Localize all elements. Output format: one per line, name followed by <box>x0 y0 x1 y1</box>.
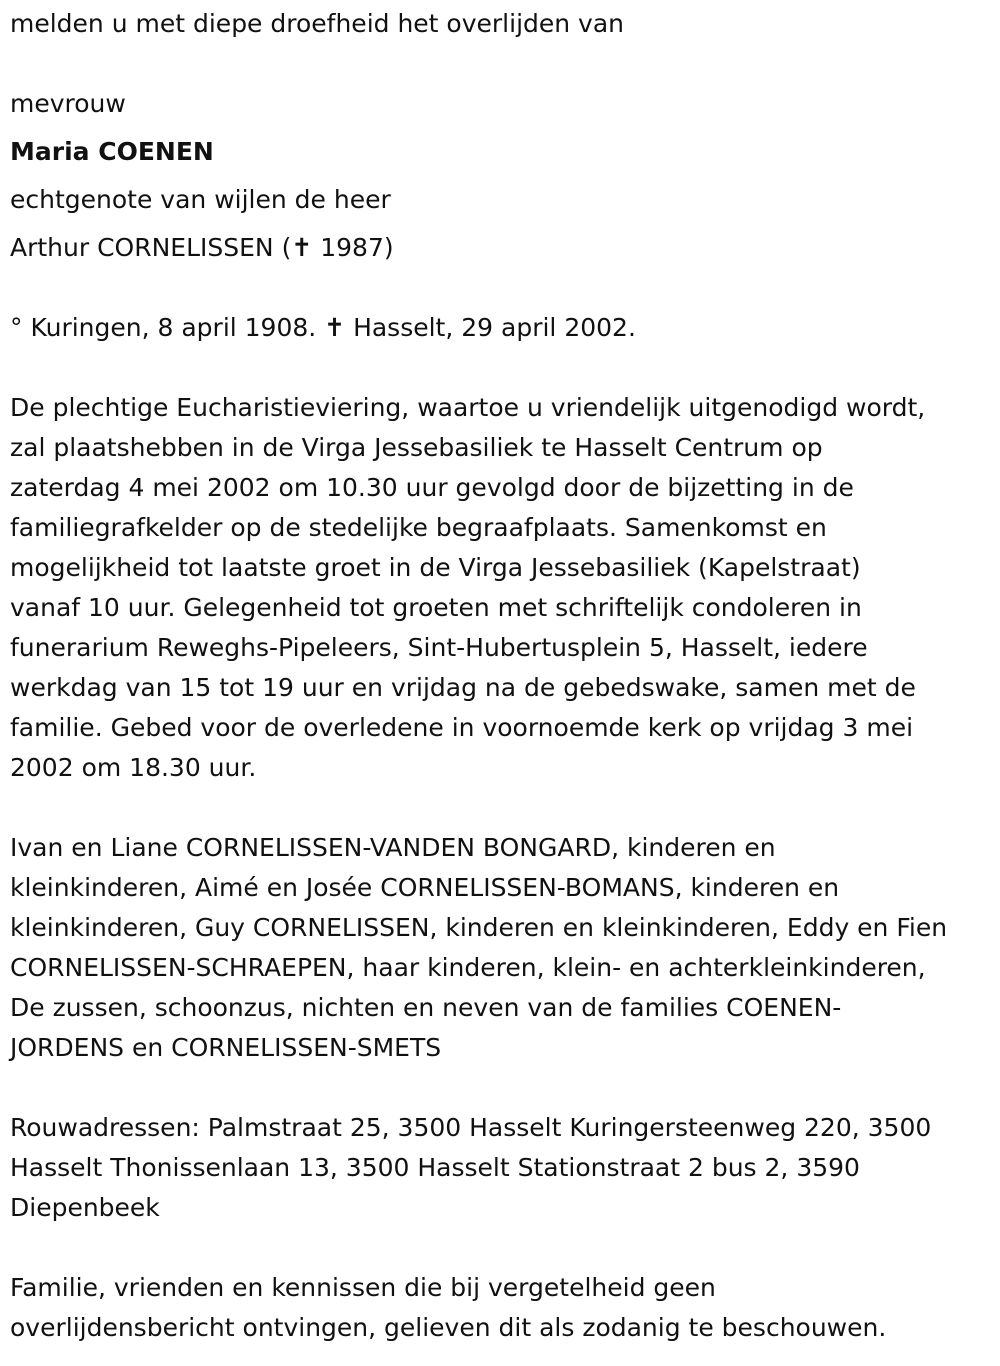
ceremony-line: zaterdag 4 mei 2002 om 10.30 uur gevolgd door de bijzetting in de <box>10 473 854 502</box>
address-line: Rouwadressen: Palmstraat 25, 3500 Hasselt Kuringersteenweg 220, 3500 <box>10 1113 932 1142</box>
address-paragraph <box>10 1108 990 1228</box>
title-text: mevrouw <box>10 89 126 118</box>
ceremony-line: familie. Gebed voor de overledene in voornoemde kerk op vrijdag 3 mei <box>10 713 914 742</box>
ceremony-line: zal plaatshebben in de Virga Jessebasiliek te Hasselt Centrum op <box>10 433 823 462</box>
notice-header <box>10 4 990 348</box>
ceremony-line: De plechtige Eucharistieviering, waartoe u vriendelijk uitgenodigd wordt, <box>10 393 926 422</box>
spacer <box>10 1228 990 1268</box>
ceremony-paragraph <box>10 388 990 788</box>
closing-paragraph <box>10 1268 990 1348</box>
spacer <box>10 348 990 388</box>
ceremony-line: 2002 om 18.30 uur. <box>10 753 257 782</box>
family-line: Ivan en Liane CORNELISSEN-VANDEN BONGARD, kinderen en <box>10 833 776 862</box>
spacer <box>10 268 990 308</box>
family-line: CORNELISSEN-SCHRAEPEN, haar kinderen, klein- en achterkleinkinderen, <box>10 953 926 982</box>
address-line: Diepenbeek <box>10 1193 160 1222</box>
ceremony-line: mogelijkheid tot laatste groet in de Virga Jessebasiliek (Kapelstraat) <box>10 553 861 582</box>
family-paragraph <box>10 828 990 1068</box>
spacer <box>10 1068 990 1108</box>
spacer <box>10 44 990 84</box>
ceremony-line: funerarium Reweghs-Pipeleers, Sint-Hubertusplein 5, Hasselt, iedere <box>10 633 868 662</box>
intro-text: melden u met diepe droefheid het overlijden van <box>10 9 625 38</box>
family-line: JORDENS en CORNELISSEN-SMETS <box>10 1033 442 1062</box>
deceased-name: Maria COENEN <box>10 137 214 166</box>
closing-line: Familie, vrienden en kennissen die bij vergetelheid geen <box>10 1273 716 1302</box>
spouse-text: Arthur CORNELISSEN (✝ 1987) <box>10 233 394 262</box>
ceremony-line: werkdag van 15 tot 19 uur en vrijdag na de gebedswake, samen met de <box>10 673 916 702</box>
family-line: De zussen, schoonzus, nichten en neven van de families COENEN- <box>10 993 842 1022</box>
death-notice-document <box>10 4 990 1348</box>
address-line: Hasselt Thonissenlaan 13, 3500 Hasselt Stationstraat 2 bus 2, 3590 <box>10 1153 860 1182</box>
ceremony-line: vanaf 10 uur. Gelegenheid tot groeten met schriftelijk condoleren in <box>10 593 862 622</box>
closing-line: overlijdensbericht ontvingen, gelieven dit als zodanig te beschouwen. <box>10 1313 887 1342</box>
relation-text: echtgenote van wijlen de heer <box>10 185 391 214</box>
ceremony-line: familiegrafkelder op de stedelijke begraafplaats. Samenkomst en <box>10 513 827 542</box>
family-line: kleinkinderen, Aimé en Josée CORNELISSEN-BOMANS, kinderen en <box>10 873 840 902</box>
spacer <box>10 788 990 828</box>
family-line: kleinkinderen, Guy CORNELISSEN, kinderen en kleinkinderen, Eddy en Fien <box>10 913 948 942</box>
birth-death-text: ° Kuringen, 8 april 1908. ✝ Hasselt, 29 april 2002. <box>10 313 636 342</box>
